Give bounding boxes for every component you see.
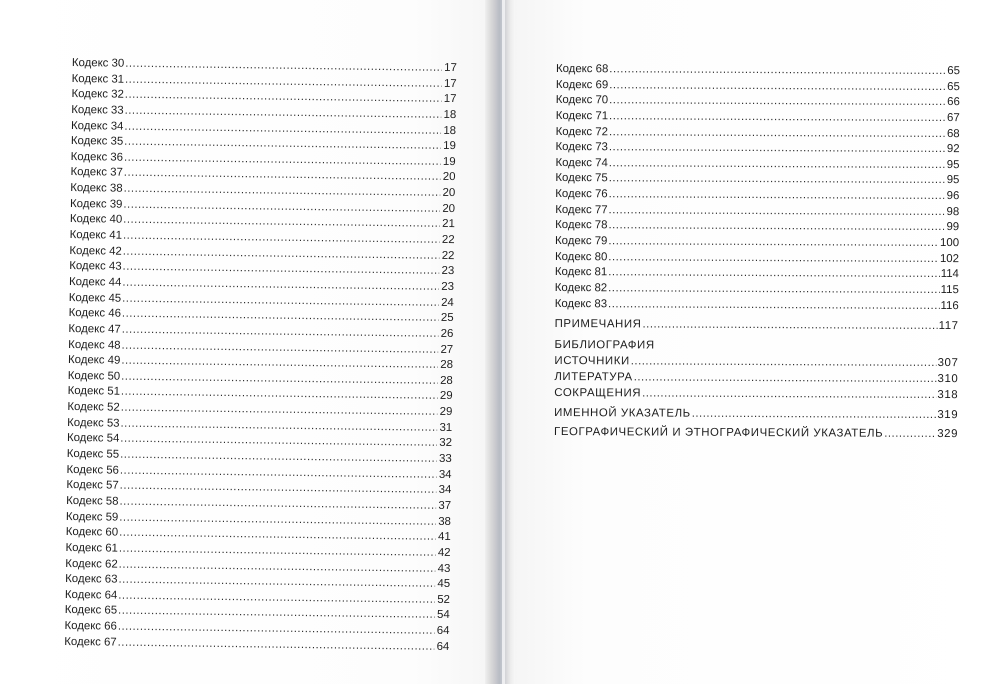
toc-entry-page: 102 xyxy=(939,252,960,265)
toc-entry-label: Кодекс 42 xyxy=(69,244,122,258)
toc-entry-label: Кодекс 49 xyxy=(67,354,121,367)
toc-entry-label: Кодекс 78 xyxy=(555,219,608,232)
leader-dots xyxy=(642,386,936,403)
toc-entry-label: Кодекс 66 xyxy=(64,620,117,633)
toc-entry-page: 34 xyxy=(438,484,452,497)
toc-entry-label: Кодекс 77 xyxy=(555,203,608,217)
toc-entry[interactable] xyxy=(555,297,959,315)
toc-entry-label: Кодекс 73 xyxy=(555,141,608,154)
toc-entry-label: Кодекс 43 xyxy=(69,260,122,273)
toc-entry-label: Кодекс 45 xyxy=(68,291,122,305)
toc-entry-page: 65 xyxy=(947,65,960,78)
toc-entry-page: 26 xyxy=(440,327,454,340)
toc-entry-label: Кодекс 36 xyxy=(70,150,124,164)
toc-entry-label: Кодекс 82 xyxy=(554,281,608,295)
gutter-highlight xyxy=(502,0,505,684)
leader-dots xyxy=(608,281,940,298)
toc-entry-page: 23 xyxy=(441,265,455,278)
toc-entry-page: 310 xyxy=(937,372,959,386)
leader-dots xyxy=(631,355,937,372)
toc-entry-page: 37 xyxy=(438,499,452,512)
toc-entry-label: Кодекс 67 xyxy=(64,635,117,649)
toc-entry-page: 96 xyxy=(946,190,960,203)
toc-entry-label: Кодекс 32 xyxy=(71,88,124,101)
leader-dots xyxy=(609,203,945,220)
toc-entry-label: Кодекс 83 xyxy=(554,297,608,310)
toc-entry-label: ПРИМЕЧАНИЯ xyxy=(554,317,642,331)
toc-entry-label: ИМЕННОЙ УКАЗАТЕЛЬ xyxy=(554,406,691,420)
toc-entry-page: 65 xyxy=(947,80,960,93)
toc-entry-label: Кодекс 33 xyxy=(71,103,124,117)
toc-entry-label: Кодекс 52 xyxy=(67,401,120,414)
toc-entry-label: Кодекс 51 xyxy=(67,385,121,399)
toc-entry-label: Кодекс 65 xyxy=(64,604,118,618)
toc-entry-page: 95 xyxy=(946,158,960,171)
toc-entry-page: 19 xyxy=(443,140,456,153)
left-toc-list xyxy=(64,56,457,655)
toc-entry-page: 18 xyxy=(443,108,457,121)
toc-entry-page: 68 xyxy=(946,127,960,140)
toc-entry-label: Кодекс 48 xyxy=(68,338,121,352)
toc-entry-label: Кодекс 54 xyxy=(66,432,120,446)
toc-entry-notes[interactable] xyxy=(555,315,959,336)
toc-entry-page: 29 xyxy=(439,390,453,403)
leader-dots xyxy=(609,156,945,173)
toc-entry-label: СОКРАЩЕНИЯ xyxy=(554,386,642,399)
toc-entry-page: 98 xyxy=(946,205,960,218)
toc-entry-page: 28 xyxy=(440,359,454,372)
leader-dots xyxy=(608,297,940,314)
toc-entry-page: 43 xyxy=(437,562,451,575)
toc-entry-page: 319 xyxy=(937,408,959,421)
toc-entry-label: Кодекс 75 xyxy=(555,172,608,185)
leader-dots xyxy=(642,315,937,336)
toc-entry-label: Кодекс 81 xyxy=(554,266,608,279)
toc-entry-page: 18 xyxy=(443,124,457,137)
toc-entry-page: 54 xyxy=(436,609,450,622)
toc-entry-page: 45 xyxy=(437,577,451,591)
leader-dots xyxy=(609,62,945,79)
toc-entry-label: Кодекс 80 xyxy=(554,250,608,263)
toc-entry-label: Кодекс 72 xyxy=(555,125,609,138)
toc-entry-page: 22 xyxy=(441,249,455,262)
toc-entry-label: Кодекс 30 xyxy=(71,56,125,70)
toc-entry-page: 41 xyxy=(437,531,451,544)
toc-entry-label: Кодекс 59 xyxy=(65,510,119,524)
toc-entry-label: Кодекс 50 xyxy=(67,369,121,383)
toc-entry-label: Кодекс 71 xyxy=(555,109,609,123)
toc-entry-label: Кодекс 58 xyxy=(66,494,119,508)
toc-entry-label: Кодекс 62 xyxy=(65,557,118,571)
toc-entry-label: Кодекс 40 xyxy=(69,213,123,227)
toc-entry-label: ГЕОГРАФИЧЕСКИЙ И ЭТНОГРАФИЧЕСКИЙ УКАЗАТЕЛЬ xyxy=(554,425,884,440)
toc-entry-label: Кодекс 35 xyxy=(70,135,124,148)
toc-entry-label: Кодекс 55 xyxy=(66,447,120,461)
toc-entry-label: Кодекс 61 xyxy=(65,541,118,555)
toc-entry-label: Кодекс 39 xyxy=(69,197,123,211)
toc-entry-label: Кодекс 76 xyxy=(555,188,608,201)
toc-entry-label: Кодекс 68 xyxy=(555,62,609,76)
toc-entry-page: 31 xyxy=(439,421,453,434)
toc-entry-page: 114 xyxy=(940,268,959,281)
toc-entry-page: 17 xyxy=(443,77,457,90)
toc-entry-label: Кодекс 57 xyxy=(66,479,119,492)
toc-entry-page: 92 xyxy=(946,143,960,156)
toc-entry-page: 318 xyxy=(937,388,959,401)
leader-dots xyxy=(692,404,937,424)
toc-entry-name-index[interactable] xyxy=(554,404,958,425)
toc-entry-page: 20 xyxy=(442,186,456,200)
toc-entry-page: 42 xyxy=(437,546,451,559)
book-gutter xyxy=(485,0,515,684)
toc-entry-page: 19 xyxy=(442,155,456,168)
toc-entry-label: Кодекс 60 xyxy=(65,526,119,539)
toc-entry-label: Кодекс 34 xyxy=(71,119,124,133)
leader-dots xyxy=(608,219,944,236)
leader-dots xyxy=(609,78,945,95)
toc-entry-label: Кодекс 79 xyxy=(555,235,608,248)
toc-entry-page: 21 xyxy=(442,218,455,231)
toc-entry-label: ИСТОЧНИКИ xyxy=(554,355,630,368)
toc-entry-label: Кодекс 31 xyxy=(71,72,125,86)
toc-entry-label: Кодекс 47 xyxy=(68,322,121,336)
toc-entry-label: Кодекс 56 xyxy=(66,463,120,477)
leader-dots xyxy=(609,109,945,126)
toc-entry-page: 34 xyxy=(438,468,452,481)
toc-entry-page: 38 xyxy=(438,515,452,528)
toc-entry-label: Кодекс 69 xyxy=(555,78,609,91)
toc-entry-page: 67 xyxy=(947,111,960,125)
toc-entry-label: Кодекс 53 xyxy=(67,416,120,430)
leader-dots xyxy=(634,370,937,387)
bibliography-heading: БИБЛИОГРАФИЯ xyxy=(554,339,655,352)
leader-dots xyxy=(884,424,936,443)
toc-entry-page: 25 xyxy=(440,312,454,325)
toc-entry-label: Кодекс 44 xyxy=(68,275,122,289)
toc-entry[interactable] xyxy=(554,386,958,404)
toc-entry-label: Кодекс 37 xyxy=(70,166,123,180)
toc-entry-label: Кодекс 64 xyxy=(64,588,118,602)
leader-dots xyxy=(609,140,945,157)
leader-dots xyxy=(608,234,939,251)
toc-entry-page: 116 xyxy=(940,299,959,312)
toc-entry-page: 64 xyxy=(436,624,450,638)
toc-entry-page: 17 xyxy=(444,61,457,75)
toc-entry-label: Кодекс 74 xyxy=(555,156,608,170)
leader-dots xyxy=(609,125,945,142)
leader-dots xyxy=(608,250,939,267)
toc-entry-page: 27 xyxy=(440,343,454,356)
toc-entry-page: 24 xyxy=(441,296,454,309)
toc-entry-page: 52 xyxy=(437,593,450,606)
toc-entry-label: Кодекс 38 xyxy=(70,182,123,195)
bibliography-list xyxy=(554,354,958,403)
toc-entry-page: 307 xyxy=(937,357,959,370)
right-toc-list xyxy=(554,62,960,444)
toc-entry-geo-index[interactable] xyxy=(554,423,958,444)
toc-entry-page: 117 xyxy=(938,319,959,332)
toc-entry-label: Кодекс 70 xyxy=(555,94,609,107)
toc-entry-label: Кодекс 46 xyxy=(68,307,122,320)
toc-entry-page: 28 xyxy=(440,374,453,387)
toc-entry-page: 23 xyxy=(441,280,455,293)
toc-entry-label: ЛИТЕРАТУРА xyxy=(554,370,633,384)
leader-dots xyxy=(608,266,940,283)
toc-entry-page: 99 xyxy=(946,221,960,234)
toc-entry-page: 32 xyxy=(439,437,453,450)
toc-entry-page: 33 xyxy=(439,452,452,466)
toc-entry-label: Кодекс 63 xyxy=(65,573,118,586)
toc-entry-page: 100 xyxy=(940,237,960,250)
toc-entry-page: 95 xyxy=(946,174,960,187)
leader-dots xyxy=(609,187,945,204)
leader-dots xyxy=(609,172,945,189)
leader-dots xyxy=(609,94,945,111)
codex-list xyxy=(555,62,960,314)
toc-entry-page: 115 xyxy=(940,283,959,297)
toc-entry-page: 66 xyxy=(947,96,960,109)
toc-entry-page: 20 xyxy=(442,171,456,184)
toc-entry-page: 22 xyxy=(441,233,455,247)
toc-entry-page: 29 xyxy=(439,405,453,419)
toc-entry-page: 64 xyxy=(436,640,450,653)
toc-entry-page: 20 xyxy=(442,202,456,215)
toc-entry-page: 329 xyxy=(937,427,959,440)
toc-entry-page: 17 xyxy=(443,93,457,106)
toc-entry-label: Кодекс 41 xyxy=(69,229,123,242)
